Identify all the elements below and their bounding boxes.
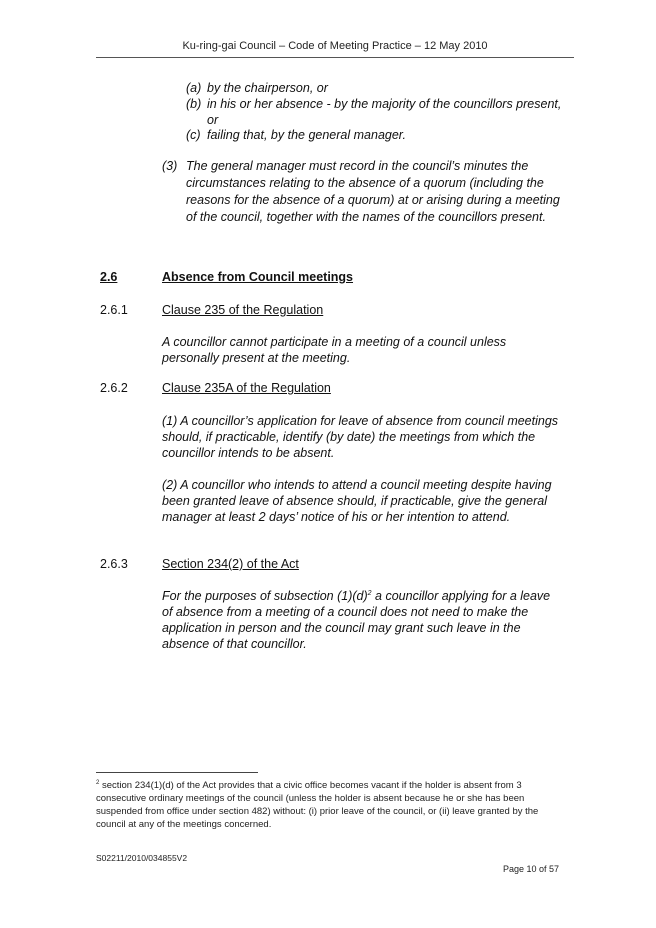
list-label: (c) xyxy=(186,128,201,142)
list-label: (b) xyxy=(186,97,202,111)
paragraph-label: (3) xyxy=(162,159,178,173)
running-header: Ku-ring-gai Council – Code of Meeting Practice – 12 May 2010 xyxy=(182,40,488,52)
paragraph-text: A councillor cannot participate in a meeting of a council unless personally present at the meeting. xyxy=(162,335,507,365)
page-number: Page 10 of 57 xyxy=(502,864,559,874)
list-item: failing that, by the general manager. xyxy=(207,128,406,142)
section-number: 2.6.2 xyxy=(100,381,128,395)
section-number: 2.6.1 xyxy=(100,303,128,317)
section-title: Clause 235A of the Regulation xyxy=(162,381,331,395)
section-2-6-3-text xyxy=(162,588,562,652)
section-2-6-2-para-1 xyxy=(162,413,562,461)
paragraph-text: (2) A councillor who intends to attend a council meeting despite having been granted leave of absence should, if practicable, give the general manager at least 2 days’ notice of his or her intention to attend. xyxy=(162,478,552,524)
footnote xyxy=(96,779,566,831)
section-title: Section 234(2) of the Act xyxy=(162,557,299,571)
text-before-ref: For the purposes of subsection (1)(d) xyxy=(162,589,368,603)
list-item: in his or her absence - by the majority of the councillors present, or xyxy=(207,97,562,127)
header-rule xyxy=(96,57,574,58)
footnote-text: section 234(1)(d) of the Act provides that a civic office becomes vacant if the holder is absent from 3 consecutive ordinary meetings of the council (unless the holder is absent because he or she has been suspended from office under section 482) without: (i) prior leave of the council, or (ii) leave granted by the council at any of the meetings concerned. xyxy=(96,780,539,830)
section-title: Absence from Council meetings xyxy=(162,270,354,284)
paragraph-text: (1) A councillor’s application for leave of absence from council meetings should, if practicable, identify (by date) the meetings from which the councillor intends to be absent. xyxy=(162,414,559,460)
section-2-6-1-text xyxy=(162,334,562,366)
paragraph-3 xyxy=(162,158,562,226)
sublist-b xyxy=(186,96,566,128)
sublist-c xyxy=(186,127,566,143)
list-item: by the chairperson, or xyxy=(207,81,328,95)
footnote-marker: 2 xyxy=(96,779,100,786)
section-number: 2.6 xyxy=(100,270,118,284)
footnote-rule xyxy=(96,772,258,773)
section-title: Clause 235 of the Regulation xyxy=(162,303,324,317)
paragraph-text xyxy=(162,588,562,652)
sublist-a xyxy=(186,80,566,96)
list-label: (a) xyxy=(186,81,202,95)
paragraph-text: The general manager must record in the council’s minutes the circumstances relating to the absence of a quorum (including the reasons for the absence of a quorum) at or arising during a meeting of the council, together with the names of the councillors present. xyxy=(186,159,560,224)
section-number: 2.6.3 xyxy=(100,557,128,571)
text-after-ref: a councillor applying for a leave of absence from a meeting of a council does not need to make the application in person and the council may grant such leave in the absence of that councillor. xyxy=(162,589,551,651)
section-2-6-2-para-2 xyxy=(162,477,562,525)
document-id: S02211/2010/034855V2 xyxy=(96,853,188,863)
footnote-ref[interactable]: 2 xyxy=(367,589,372,597)
